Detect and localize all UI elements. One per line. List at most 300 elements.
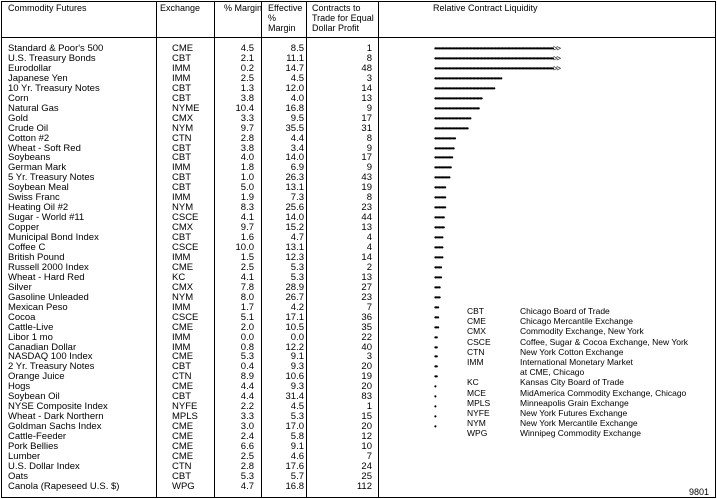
table-row (2, 163, 715, 173)
contracts-value: 40 (361, 341, 372, 353)
commodity-name: Russell 2000 Index (8, 261, 89, 273)
margin-value: 4.1 (240, 271, 254, 283)
liquidity-dots: ••••• (434, 262, 442, 272)
exchange-code: CBT (172, 361, 191, 373)
contracts-value: 19 (361, 182, 372, 194)
contracts-value: 3 (366, 72, 372, 84)
legend-code: CMX (467, 326, 486, 337)
header-contracts-line1: Contracts to (312, 3, 361, 13)
margin-value: 4.5 (240, 43, 254, 54)
effective-margin-value: 15.2 (285, 222, 304, 234)
legend-exchange-name: New York Mercantile Exchange (520, 418, 638, 429)
exchange-code: CMX (172, 222, 194, 234)
exchange-code: KC (172, 271, 186, 283)
table-row (2, 223, 715, 233)
table-row (2, 273, 715, 283)
contracts-value: 112 (356, 480, 372, 492)
legend-exchange-name: Coffee, Sugar & Cocoa Exchange, New York (520, 336, 689, 347)
effective-margin-value: 14.7 (285, 62, 304, 74)
commodity-name: Heating Oil #2 (8, 202, 69, 214)
effective-margin-value: 12.2 (285, 341, 304, 353)
effective-margin-value: 9.1 (290, 351, 304, 363)
margin-value: 2.8 (240, 460, 254, 472)
contracts-value: 20 (361, 361, 372, 373)
table-row (2, 233, 715, 243)
margin-value: 2.8 (240, 132, 254, 144)
contracts-value: 10 (361, 441, 372, 452)
contracts-value: 13 (361, 222, 372, 234)
commodity-name: Cotton #2 (8, 132, 50, 144)
table-row (2, 243, 715, 253)
effective-margin-value: 26.3 (285, 172, 304, 184)
exchange-code: CBT (172, 82, 191, 94)
commodity-name: U.S. Dollar Index (8, 460, 80, 472)
effective-margin-value: 26.7 (285, 291, 304, 303)
commodity-name: Mexican Peso (8, 301, 68, 313)
header-effective-margin-line2: Margin (268, 23, 296, 33)
exchange-code: WPG (172, 480, 195, 492)
margin-value: 3.0 (240, 421, 254, 433)
liquidity-dots: •• (434, 362, 437, 372)
liquidity-dots: ••••••••••••••• (434, 133, 456, 143)
header-rule (2, 37, 715, 38)
exchange-code: CTN (172, 371, 192, 383)
effective-margin-value: 31.4 (285, 391, 304, 403)
contracts-value: 1 (366, 401, 372, 413)
margin-value: 8.9 (240, 371, 254, 383)
exchange-code: CTN (172, 132, 192, 144)
margin-value: 1.5 (240, 251, 254, 263)
effective-margin-value: 4.5 (290, 72, 304, 84)
contracts-value: 4 (366, 242, 372, 253)
exchange-code: CME (172, 381, 194, 393)
legend-code: CBT (467, 306, 484, 316)
margin-value: 2.5 (240, 72, 254, 84)
exchange-code: CME (172, 351, 194, 363)
margin-value: 2.2 (240, 401, 254, 413)
contracts-value: 48 (361, 62, 372, 74)
header-liquidity: Relative Contract Liquidity (433, 3, 538, 13)
exchange-code: IMM (172, 162, 191, 174)
margin-value: 5.3 (240, 351, 254, 363)
commodity-name: NYSE Composite Index (8, 401, 108, 413)
table-row (2, 183, 715, 193)
liquidity-dots: •••••••••••••• (434, 143, 454, 153)
table-row (2, 94, 715, 104)
table-row (2, 134, 715, 144)
commodity-name: Gold (8, 112, 29, 124)
liquidity-dots: ••••••• (434, 223, 444, 233)
commodity-name: Copper (8, 222, 40, 234)
margin-value: 5.3 (240, 470, 254, 482)
commodity-name: Wheat - Hard Red (8, 271, 85, 283)
contracts-value: 23 (361, 202, 372, 214)
liquidity-dots: •• (434, 372, 437, 382)
liquidity-dots: ••••• (434, 272, 442, 282)
legend-code: IMM (467, 357, 484, 367)
commodity-name: NASDAQ 100 Index (8, 351, 93, 363)
margin-value: 2.4 (240, 431, 254, 443)
liquidity-dots: •• (434, 342, 437, 352)
commodity-name: German Mark (8, 162, 67, 174)
exchange-code: IMM (172, 301, 191, 313)
legend-exchange-name: Minneapolis Grain Exchange (520, 397, 629, 408)
commodity-name: Soybeans (8, 152, 51, 164)
table-row (2, 84, 715, 94)
effective-margin-value: 17.6 (285, 460, 304, 472)
liquidity-dots: ••••••••••••••••••••••••••••••••••••••••••• (434, 83, 495, 93)
effective-margin-value: 17.0 (285, 421, 304, 433)
exchange-code: IMM (172, 72, 191, 84)
exchange-code: CBT (172, 182, 191, 194)
legend-exchange-name: Kansas City Board of Trade (520, 377, 624, 388)
margin-value: 2.5 (240, 450, 254, 462)
liquidity-dots: • (434, 392, 436, 402)
legend-exchange-name: New York Cotton Exchange (520, 346, 624, 357)
contracts-value: 9 (366, 102, 372, 114)
liquidity-dots: •••••• (434, 252, 443, 262)
margin-value: 4.7 (240, 480, 254, 492)
margin-value: 0.4 (240, 361, 254, 373)
exchange-code: CBT (172, 142, 191, 154)
commodity-name: British Pound (8, 251, 65, 263)
legend-exchange-name: MidAmerica Commodity Exchange, Chicago (520, 387, 687, 398)
header-commodity: Commodity Futures (8, 3, 87, 13)
commodity-name: Cocoa (8, 311, 36, 323)
margin-value: 0.8 (240, 341, 254, 353)
legend-exchange-name: New York Futures Exchange (520, 408, 628, 418)
contracts-value: 17 (361, 152, 372, 164)
commodity-name: Soybean Oil (8, 391, 60, 403)
exchange-code: CME (172, 421, 194, 433)
liquidity-dots: ••• (434, 312, 439, 322)
exchange-code: NYM (172, 291, 194, 303)
margin-value: 0.0 (240, 331, 254, 343)
table-row (2, 74, 715, 84)
exchange-code: CSCE (172, 242, 199, 253)
exchange-code: NYME (172, 102, 200, 114)
effective-margin-value: 25.6 (285, 202, 304, 214)
margin-value: 2.0 (240, 321, 254, 333)
table-row (2, 114, 715, 124)
contracts-value: 35 (361, 321, 372, 333)
legend-code: MCE (467, 387, 486, 398)
contracts-value: 44 (361, 212, 372, 224)
exchange-code: IMM (172, 192, 191, 204)
legend-exchange-name: at CME, Chicago (520, 367, 585, 378)
legend-code: KC (467, 377, 479, 388)
effective-margin-value: 9.3 (290, 361, 304, 373)
effective-margin-value: 0.0 (290, 331, 304, 343)
effective-margin-value: 9.5 (290, 112, 304, 124)
effective-margin-value: 16.8 (285, 480, 304, 492)
table-row (2, 54, 715, 64)
effective-margin-value: 10.6 (285, 371, 304, 383)
contracts-value: 1 (366, 43, 372, 54)
liquidity-dots: • (434, 402, 436, 412)
contracts-value: 13 (361, 271, 372, 283)
contracts-value: 9 (366, 142, 372, 154)
contracts-value: 7 (366, 301, 372, 313)
exchange-code: IMM (172, 341, 191, 353)
table-row (2, 104, 715, 114)
header-effective-margin-line1: Effective % (268, 3, 303, 23)
table-row (2, 173, 715, 183)
commodity-name: Silver (8, 281, 32, 293)
liquidity-dots: •••••••••••••••••••••••••••••••••••••••••••••••••••••••••••••••••••••••••••••••••••••>> (434, 44, 560, 53)
margin-value: 1.7 (240, 301, 254, 313)
commodity-name: Orange Juice (8, 371, 65, 383)
effective-margin-value: 16.8 (285, 102, 304, 114)
table-row (2, 213, 715, 223)
table-row (2, 482, 715, 492)
commodity-name: 2 Yr. Treasury Notes (8, 361, 95, 373)
commodity-name: Wheat - Soft Red (8, 142, 81, 154)
margin-value: 5.1 (240, 311, 254, 323)
exchange-code: CBT (172, 92, 191, 104)
liquidity-dots: •••••••••••••••••••••••••••••••••••••••••••••••••••••••••••••••••••••••••••••••••••••>> (434, 53, 560, 63)
effective-margin-value: 14.0 (285, 152, 304, 164)
contracts-value: 8 (366, 52, 372, 64)
liquidity-dots: •• (434, 332, 437, 342)
margin-value: 10.4 (235, 102, 254, 114)
contracts-value: 7 (366, 450, 372, 462)
table-row (2, 462, 715, 472)
exchange-code: CMX (172, 281, 194, 293)
commodity-name: Wheat - Dark Northern (8, 411, 104, 423)
contracts-value: 14 (361, 251, 372, 263)
legend-code: MPLS (467, 397, 491, 408)
exchange-code: CME (172, 43, 194, 54)
commodity-name: Soybean Meal (8, 182, 69, 194)
liquidity-dots: •••••••• (434, 203, 446, 213)
liquidity-dots: ••• (434, 322, 439, 332)
contracts-value: 43 (361, 172, 372, 184)
contracts-value: 2 (366, 261, 372, 273)
liquidity-dots: •••••••••••••••••••••••••••••••• (434, 103, 479, 113)
table-row (2, 452, 715, 462)
effective-margin-value: 28.9 (285, 281, 304, 293)
effective-margin-value: 5.3 (290, 271, 304, 283)
contracts-value: 27 (361, 281, 372, 293)
legend-code: NYM (467, 418, 486, 429)
commodity-name: Standard & Poor's 500 (8, 43, 104, 54)
legend-exchange-name: Chicago Board of Trade (520, 306, 610, 316)
header-effective-margin (268, 3, 308, 33)
liquidity-dots: •••••••••••••••••••••••• (434, 123, 468, 133)
exchange-code: CBT (172, 152, 191, 164)
margin-value: 2.1 (240, 52, 254, 64)
legend-exchange-name: Chicago Mercantile Exchange (520, 316, 633, 327)
liquidity-dots: • (434, 412, 436, 422)
liquidity-dots: •••••••••••••••••••••••••• (434, 113, 471, 123)
margin-value: 9.7 (240, 122, 254, 134)
commodity-name: Natural Gas (8, 102, 59, 114)
margin-value: 3.3 (240, 411, 254, 423)
chart-code: 9801 (688, 487, 709, 497)
commodity-name: Cattle-Live (8, 321, 54, 333)
table-row (2, 144, 715, 154)
legend-exchange-name: International Monetary Market (520, 357, 633, 367)
commodity-name: Sugar - World #11 (8, 212, 85, 224)
margin-value: 1.0 (240, 172, 254, 184)
contracts-value: 25 (361, 470, 372, 482)
commodity-name: Canola (Rapeseed U.S. $) (8, 480, 120, 492)
table-row (2, 124, 715, 134)
exchange-code: IMM (172, 331, 191, 343)
legend-code: CSCE (467, 336, 491, 347)
table-row (2, 64, 715, 74)
liquidity-dots: •••••• (434, 233, 443, 243)
commodity-name: U.S. Treasury Bonds (8, 52, 96, 64)
table-row (2, 263, 715, 273)
exchange-code: CME (172, 431, 194, 443)
effective-margin-value: 14.0 (285, 212, 304, 224)
exchange-code: CSCE (172, 212, 199, 224)
header-exchange: Exchange (160, 3, 201, 13)
effective-margin-value: 10.5 (285, 321, 304, 333)
contracts-value: 15 (361, 411, 372, 423)
liquidity-dots: •• (434, 352, 437, 362)
commodity-name: Hogs (8, 381, 31, 393)
exchange-code: CME (172, 450, 194, 462)
commodity-name: Canadian Dollar (8, 341, 77, 353)
contracts-value: 22 (361, 331, 372, 343)
liquidity-dots: •••• (434, 292, 440, 302)
liquidity-dots: •••••••••••••••••••••••••••••••••••••••••••••••••••••••••••••••••••••••••••••••••••••>> (434, 63, 560, 73)
legend-code: NYFE (467, 408, 490, 418)
table-row (2, 283, 715, 293)
contracts-value: 9 (366, 162, 372, 174)
effective-margin-value: 3.4 (290, 142, 304, 154)
contracts-value: 20 (361, 421, 372, 433)
table-row (2, 153, 715, 163)
effective-margin-value: 9.1 (290, 441, 304, 452)
legend-exchange-name: Winnipeg Commodity Exchange (520, 428, 641, 439)
liquidity-dots: ••••••••••• (434, 173, 450, 183)
contracts-value: 8 (366, 132, 372, 144)
commodity-name: Pork Bellies (8, 441, 59, 452)
liquidity-dots: •••••• (434, 243, 443, 252)
exchange-code: CBT (172, 470, 191, 482)
margin-value: 5.0 (240, 182, 254, 194)
effective-margin-value: 9.3 (290, 381, 304, 393)
effective-margin-value: 8.5 (290, 43, 304, 54)
margin-value: 4.1 (240, 212, 254, 224)
table-row (2, 193, 715, 203)
exchange-code: CBT (172, 172, 191, 184)
liquidity-dots: •••••••• (434, 193, 446, 203)
exchange-code: CBT (172, 232, 191, 244)
commodity-name: Japanese Yen (8, 72, 68, 84)
exchange-code: NYFE (172, 401, 198, 413)
effective-margin-value: 13.1 (285, 182, 304, 194)
margin-value: 6.6 (240, 441, 254, 452)
contracts-value: 3 (366, 351, 372, 363)
liquidity-dots: • (434, 382, 436, 392)
effective-margin-value: 5.8 (290, 431, 304, 443)
commodity-name: Lumber (8, 450, 41, 462)
liquidity-dots: •••••••• (434, 183, 446, 193)
table-row (2, 44, 715, 54)
margin-value: 10.0 (235, 242, 254, 253)
table-row (2, 442, 715, 452)
liquidity-dots: ••••••••••••• (434, 153, 453, 163)
margin-value: 4.4 (240, 391, 254, 403)
exchange-code: IMM (172, 62, 191, 74)
contracts-value: 24 (361, 460, 372, 472)
exchange-code: MPLS (172, 411, 198, 423)
contracts-value: 17 (361, 112, 372, 124)
legend-exchange-name: Commodity Exchange, New York (520, 326, 644, 337)
effective-margin-value: 5.3 (290, 411, 304, 423)
margin-value: 4.0 (240, 152, 254, 164)
effective-margin-value: 12.3 (285, 251, 304, 263)
margin-value: 1.8 (240, 162, 254, 174)
commodity-name: Gasoline Unleaded (8, 291, 89, 303)
header-contracts-line3: Dollar Profit (312, 23, 360, 33)
effective-margin-value: 4.0 (290, 92, 304, 104)
commodity-name: Goldman Sachs Index (8, 421, 102, 433)
margin-value: 1.3 (240, 82, 254, 94)
contracts-value: 83 (361, 391, 372, 403)
commodity-name: Libor 1 mo (8, 331, 53, 343)
contracts-value: 23 (361, 291, 372, 303)
exchange-code: CSCE (172, 311, 199, 323)
effective-margin-value: 11.1 (286, 52, 304, 64)
table-row (2, 203, 715, 213)
liquidity-dots: • (434, 422, 436, 432)
effective-margin-value: 7.3 (290, 192, 304, 204)
exchange-code: NYM (172, 122, 194, 134)
contracts-value: 4 (366, 232, 372, 244)
commodity-name: Municipal Bond Index (8, 232, 99, 244)
commodity-name: Cattle-Feeder (8, 431, 67, 443)
effective-margin-value: 4.6 (290, 450, 304, 462)
effective-margin-value: 5.3 (290, 261, 304, 273)
contracts-value: 12 (361, 431, 372, 443)
effective-margin-value: 4.2 (290, 301, 304, 313)
commodity-name: Swiss Franc (8, 192, 60, 204)
effective-margin-value: 13.1 (285, 242, 304, 253)
margin-value: 3.3 (240, 112, 254, 124)
liquidity-dots: •••••••••••••••••••••••••••••••••••••••••••••••• (434, 73, 502, 83)
table-row (2, 253, 715, 263)
margin-value: 3.8 (240, 142, 254, 154)
exchange-code: NYM (172, 202, 194, 214)
margin-value: 7.8 (240, 281, 254, 293)
effective-margin-value: 12.0 (285, 82, 304, 94)
margin-value: 4.4 (240, 381, 254, 393)
legend-code: WPG (467, 428, 488, 439)
effective-margin-value: 4.7 (290, 232, 304, 244)
contracts-value: 14 (361, 82, 372, 94)
legend-code: CME (467, 316, 486, 327)
header-contracts (312, 3, 374, 33)
liquidity-dots: ••• (434, 302, 439, 312)
commodity-name: Crude Oil (8, 122, 49, 134)
commodity-name: Oats (8, 470, 29, 482)
margin-value: 3.8 (240, 92, 254, 104)
margin-value: 8.3 (240, 202, 254, 214)
legend-code: CTN (467, 346, 485, 357)
liquidity-dots: •••• (434, 282, 440, 292)
commodity-name: 5 Yr. Treasury Notes (8, 172, 95, 184)
margin-value: 9.7 (240, 222, 254, 234)
contracts-value: 8 (366, 192, 372, 204)
exchange-code: CBT (172, 52, 191, 64)
contracts-value: 20 (361, 381, 372, 393)
